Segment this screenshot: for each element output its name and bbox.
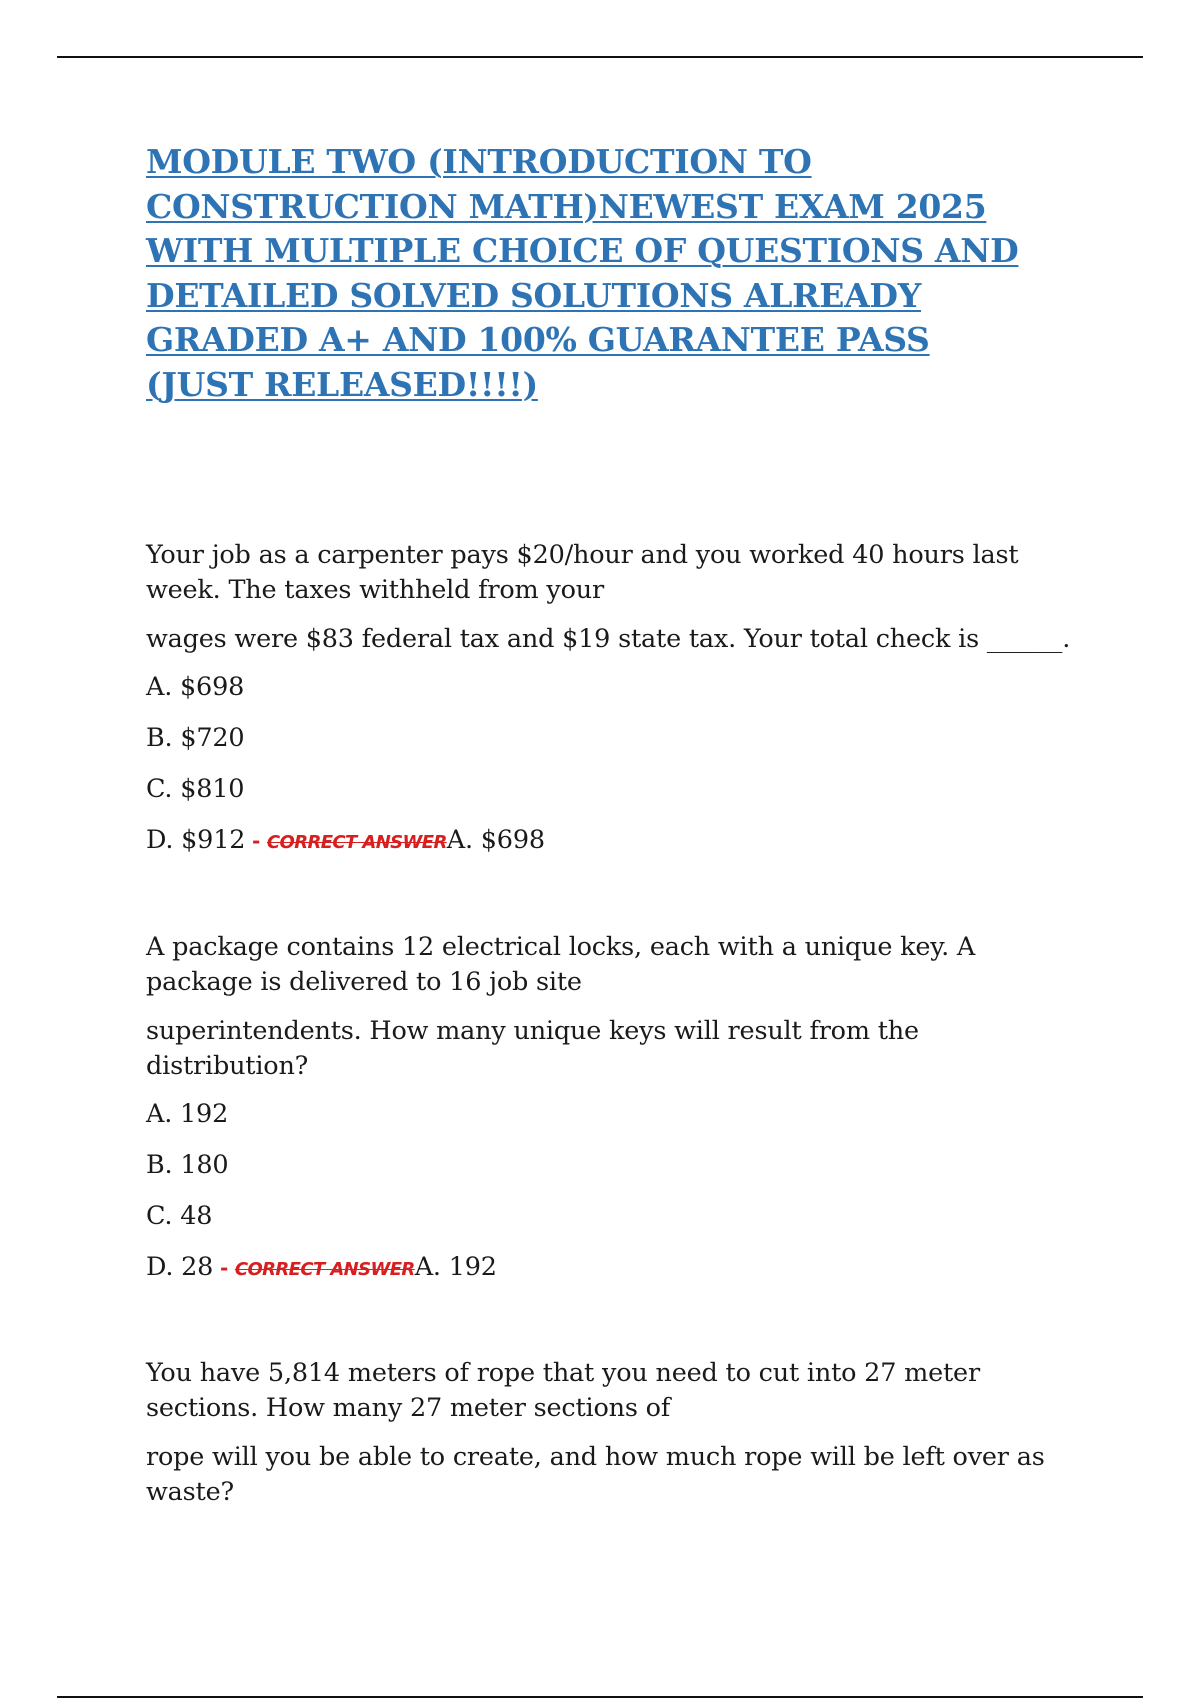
question-1-text-line1: Your job as a carpenter pays $20/hour and you worked 40 hours last week. The taxes withheld from your — [146, 540, 1019, 605]
correct-answer-label: CORRECT ANSWER — [266, 832, 447, 853]
bottom-rule — [57, 1696, 1143, 1698]
question-1-answer: A. $698 — [446, 825, 545, 855]
question-1-option-d-row — [146, 823, 1076, 860]
document-title-link[interactable]: MODULE TWO (INTRODUCTION TO CONSTRUCTION MATH)NEWEST EXAM 2025 WITH MULTIPLE CHOICE OF QUESTIONS AND DETAILED SOLVED SOLUTIONS ALREADY GRADED A+ AND 100% GUARANTEE PASS (JUST RELEASED!!!!) — [146, 142, 1019, 404]
question-3 — [146, 1356, 1076, 1523]
correct-answer-dash: - — [213, 1256, 235, 1280]
question-2-answer: A. 192 — [414, 1252, 497, 1282]
question-1-option-b: B. $720 — [146, 723, 245, 753]
correct-answer-label: CORRECT ANSWER — [234, 1259, 415, 1280]
question-1 — [146, 538, 1076, 876]
question-2 — [146, 930, 1076, 1303]
question-1-text-line2: wages were $83 federal tax and $19 state tax. Your total check is ______. — [146, 624, 1071, 654]
question-3-text-line1: You have 5,814 meters of rope that you need to cut into 27 meter sections. How many 27 meter sections of — [146, 1358, 980, 1423]
question-2-text-line2: superintendents. How many unique keys will result from the distribution? — [146, 1016, 919, 1081]
question-1-option-d: D. $912 — [146, 825, 246, 855]
question-1-option-c: C. $810 — [146, 774, 245, 804]
title-block — [146, 140, 1066, 407]
question-1-option-a: A. $698 — [146, 672, 245, 702]
question-2-option-d-row — [146, 1250, 1076, 1287]
question-3-text-line2: rope will you be able to create, and how much rope will be left over as waste? — [146, 1442, 1045, 1507]
question-2-option-b: B. 180 — [146, 1150, 229, 1180]
question-2-option-c: C. 48 — [146, 1201, 213, 1231]
question-2-option-d: D. 28 — [146, 1252, 214, 1282]
question-2-text-line1: A package contains 12 electrical locks, each with a unique key. A package is delivered to 16 job site — [146, 932, 976, 997]
question-2-option-a: A. 192 — [146, 1099, 229, 1129]
top-rule — [57, 56, 1143, 58]
correct-answer-dash: - — [245, 829, 267, 853]
